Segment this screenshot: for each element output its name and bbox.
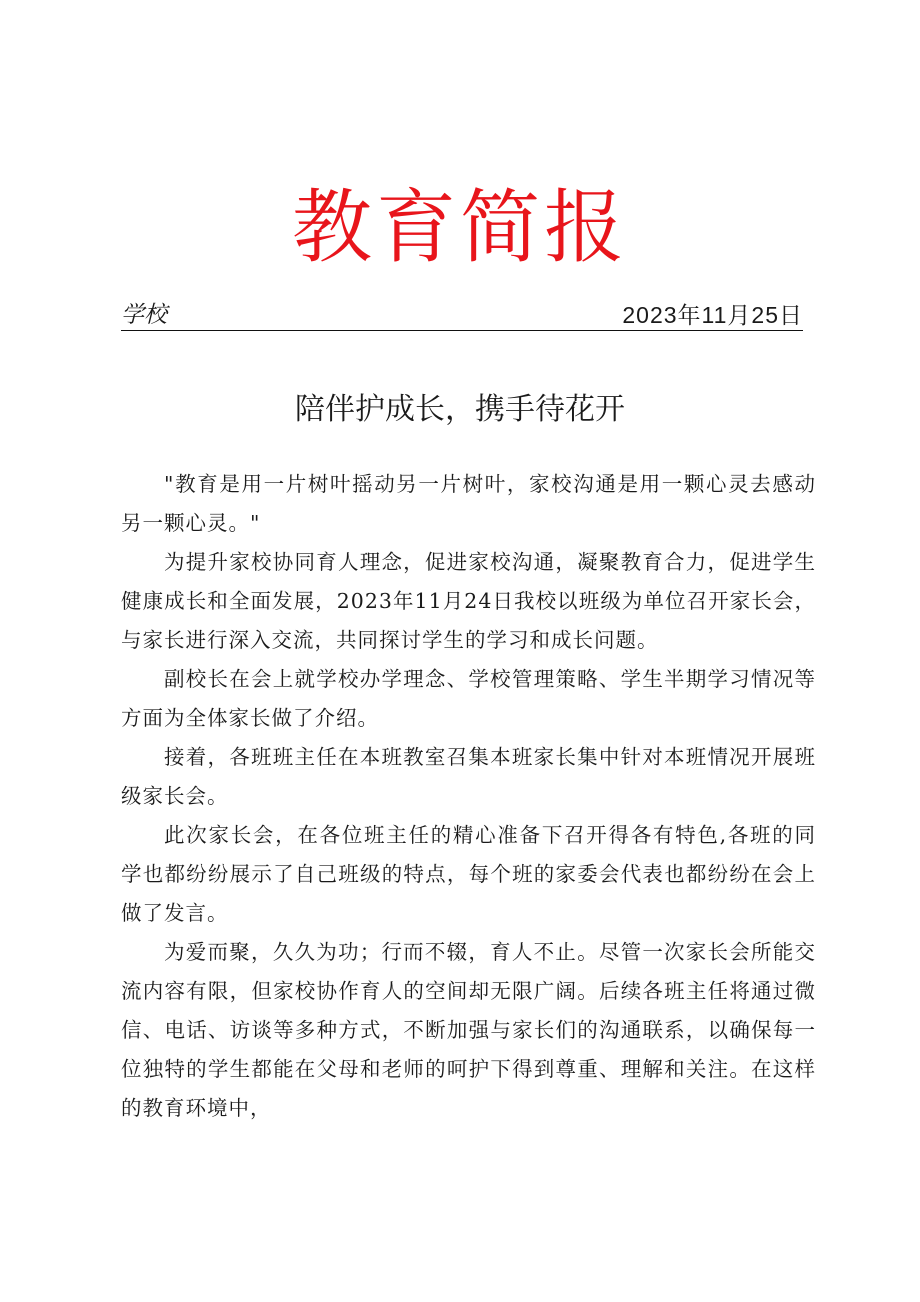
paragraph: 为提升家校协同育人理念，促进家校沟通，凝聚教育合力，促进学生健康成长和全面发展，2023年11月24日我校以班级为单位召开家长会，与家长进行深入交流，共同探讨学生的学习和成长问题。 [121,550,816,652]
masthead-title: 教育简报 [292,181,628,274]
article-title: 陪伴护成长，携手待花开 [295,392,625,427]
school-name: 学校 [121,302,167,328]
paragraph: 为爱而聚，久久为功；行而不辍，育人不止。尽管一次家长会所能交流内容有限，但家校协作育人的空间却无限广阔。后续各班主任将通过微信、电话、访谈等多种方式，不断加强与家长们的沟通联系，以确保每一位独特的学生都能在父母和老师的呵护下得到尊重、理解和关注。在这样的教育环境中， [121,940,816,1120]
article-body [121,465,816,1128]
paragraph: 副校长在会上就学校办学理念、学校管理策略、学生半期学习情况等方面为全体家长做了介绍。 [121,667,816,730]
issue-date: 2023年11月25日 [622,302,803,328]
paragraph: 接着，各班班主任在本班教室召集本班家长集中针对本班情况开展班级家长会。 [121,745,816,808]
paragraph: "教育是用一片树叶摇动另一片树叶，家校沟通是用一颗心灵去感动另一颗心灵。" [121,472,816,535]
paragraph: 此次家长会，在各位班主任的精心准备下召开得各有特色,各班的同学也都纷纷展示了自己班级的特点，每个班的家委会代表也都纷纷在会上做了发言。 [121,823,816,925]
header-line [121,302,803,331]
